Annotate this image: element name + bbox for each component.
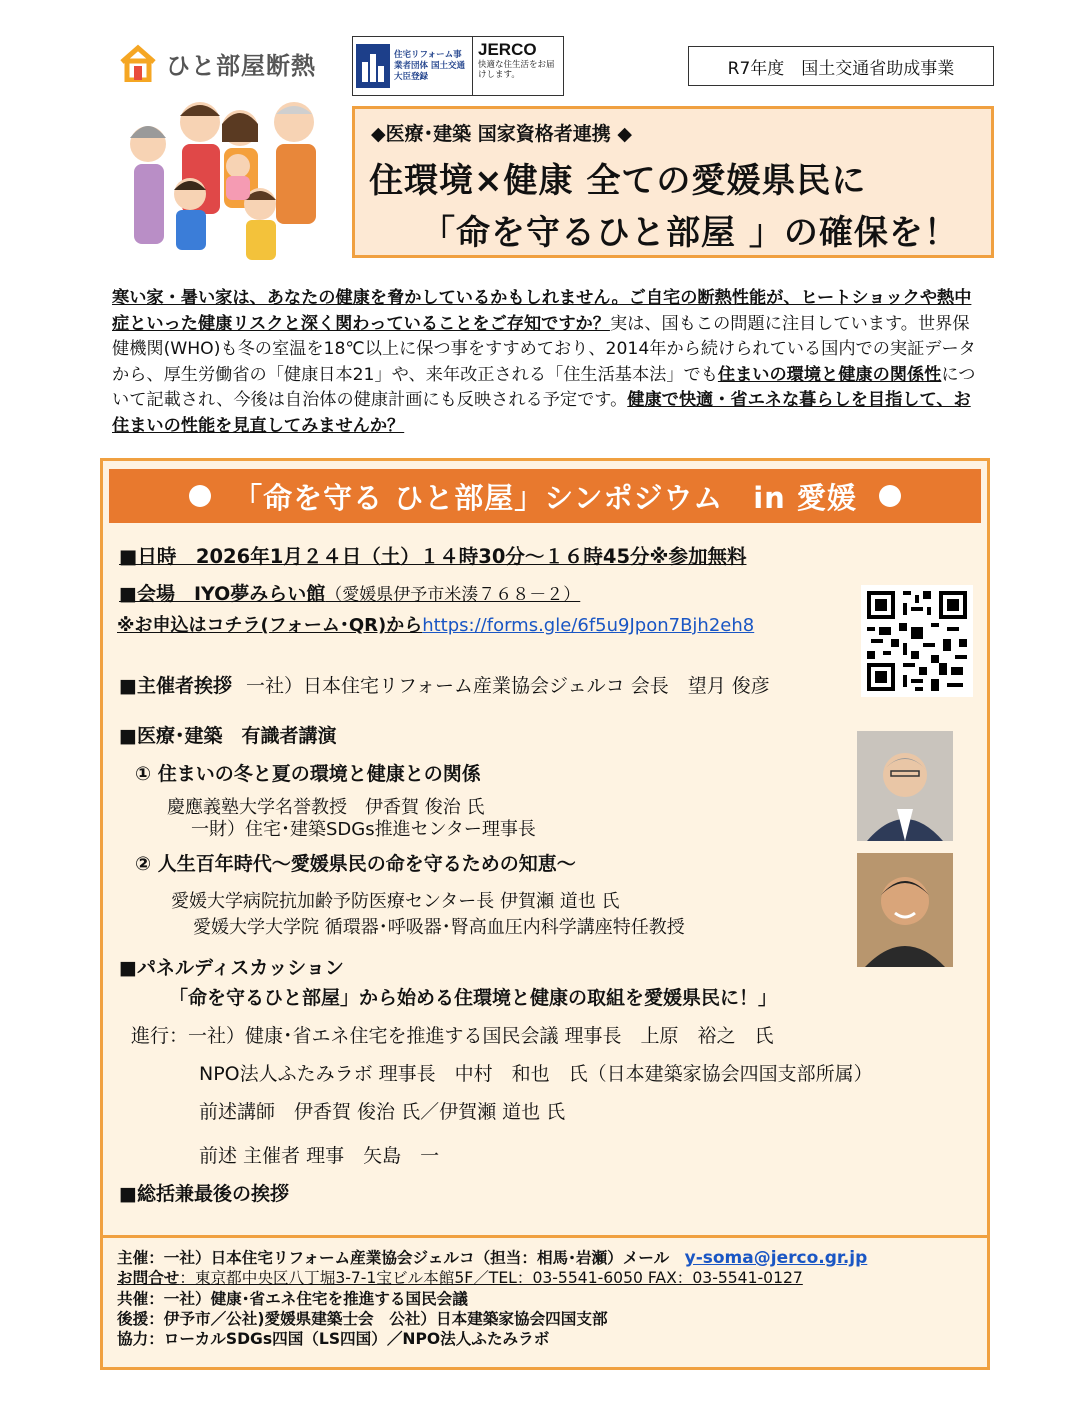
intro-text-2: について記載され、今後は自治体の健康計画にも反映される予定です。 xyxy=(112,364,976,410)
house-logo-icon xyxy=(118,44,158,82)
headline-box xyxy=(352,106,994,258)
greeting-label: ■主催者挨拶 xyxy=(119,675,232,697)
panel-label: ■パネルディスカッション xyxy=(119,957,344,979)
apply-link[interactable]: https://forms.gle/6f5u9Jpon7Bjh2eh8 xyxy=(422,615,755,636)
organizer-line xyxy=(117,1248,973,1268)
jerco-logo xyxy=(352,36,564,96)
contact-label: お問合せ xyxy=(117,1269,180,1288)
brand-tagline: 快適な住生活をお届けします。 xyxy=(478,60,555,80)
footer-info xyxy=(100,1238,990,1370)
lecture2-speaker: 愛媛大学病院抗加齢予防医療センター長 伊賀瀬 道也 氏 xyxy=(171,891,620,912)
lecture1-affiliation: 一財）住宅･建築SDGs推進センター理事長 xyxy=(191,819,536,840)
intro-text-1: 実は、国もこの問題に注目しています。世界保健機関(WHO)も冬の室温を18℃以上に保つ事をすすめており、2014年から続けられている国内での実証データから、厚生労働省の「健康日本21」や、来年改正される「住生活基本法」でも xyxy=(112,313,976,385)
headline-title-2: 「命を守るひと部屋 」の確保を！ xyxy=(421,213,959,253)
contact-email[interactable]: y-soma@jerco.gr.jp xyxy=(684,1248,868,1268)
circle-right-icon xyxy=(879,485,901,507)
symposium-banner xyxy=(109,469,981,523)
speaker1-photo xyxy=(857,731,953,841)
panel-member-1: NPO法人ふたみラボ 理事長 中村 和也 氏（日本建築家協会四国支部所属） xyxy=(199,1063,873,1085)
circle-left-icon xyxy=(189,485,211,507)
panel-member-2: 前述講師 伊香賀 俊治 氏／伊賀瀬 道也 氏 xyxy=(199,1101,566,1123)
lecture2-title: ② 人生百年時代～愛媛県民の命を守るための知恵～ xyxy=(135,853,576,875)
lecture1-speaker: 慶應義塾大学名誉教授 伊香賀 俊治 氏 xyxy=(167,797,485,818)
lecture1-title: ① 住まいの冬と夏の環境と健康との関係 xyxy=(135,763,481,785)
intro-bold-2: 住まいの環境と健康の関係性 xyxy=(717,364,942,385)
building-icon xyxy=(356,44,390,88)
lecture-label: ■医療･建築 有識者講演 xyxy=(119,725,337,747)
contact-text: ：東京都中央区八丁堀3-7-1宝ビル本館5F／TEL：03-5541-6050 FAX：03-5541-0127 xyxy=(179,1269,803,1288)
badge-text: 住宅リフォーム事業者団体 国土交通大臣登録 xyxy=(394,49,465,82)
symposium-title: 「命を守る ひと部屋」シンポジウム in 愛媛 xyxy=(233,480,857,515)
event-venue xyxy=(119,579,580,606)
registration-badge xyxy=(353,37,473,95)
panel-moderator: 進行：一社）健康･省エネ住宅を推進する国民会議 理事長 上原 裕之 氏 xyxy=(131,1025,774,1047)
closing-label: ■総括兼最後の挨拶 xyxy=(119,1183,289,1205)
greeting-text: 一社）日本住宅リフォーム産業協会ジェルコ 会長 望月 俊彦 xyxy=(246,675,770,697)
hitobeya-logo xyxy=(118,44,316,82)
intro-bold-3: 健康で快適・省エネな暮らしを目指して、お住まいの性能を見直してみませんか？ xyxy=(112,390,971,436)
logo1-text: ひと部屋断熱 xyxy=(166,51,316,80)
brand-name: JERCO xyxy=(478,40,537,59)
lecture2-affiliation: 愛媛大学大学院 循環器･呼吸器･腎高血圧内科学講座特任教授 xyxy=(193,917,685,938)
family-illustration xyxy=(120,94,338,274)
venue-address: （愛媛県伊予市米湊７６８－２） xyxy=(325,585,581,605)
qr-code[interactable] xyxy=(861,585,973,697)
headline-tag: ◆医療･建築 国家資格者連携 ◆ xyxy=(371,123,632,145)
contact-line xyxy=(117,1268,973,1288)
symposium-box xyxy=(100,458,990,1238)
headline-title-1: 住環境×健康 全ての愛媛県民に xyxy=(369,161,867,201)
event-date: ■日時 2026年1月２４日（土）１４時30分～１６時45分※参加無料 xyxy=(119,545,747,568)
panel-member-3: 前述 主催者 理事 矢島 一 xyxy=(199,1145,440,1167)
speaker2-photo xyxy=(857,853,953,967)
subsidy-label: R7年度 国土交通省助成事業 xyxy=(688,46,994,86)
venue-label: ■会場 IYO夢みらい館 xyxy=(119,583,326,605)
apply-label: ※お申込はコチラ(フォーム･QR)から xyxy=(117,615,423,636)
intro-bold-1: 寒い家・暑い家は、あなたの健康を脅かしているかもしれません。ご自宅の断熱性能が、ヒートショックや熱中症といった健康リスクと深く関わっていることをご存知ですか？ xyxy=(112,288,972,334)
cosponsor-line: 共催：一社）健康･省エネ住宅を推進する国民会議 xyxy=(117,1289,468,1308)
greeting-line xyxy=(119,671,770,698)
panel-title: 「命を守るひと部屋」から始める住環境と健康の取組を愛媛県民に！」 xyxy=(169,987,778,1009)
organizer-text: 主催：一社）日本住宅リフォーム産業協会ジェルコ（担当：相馬･岩瀬）メール xyxy=(117,1249,670,1267)
cooperation-line: 協力：ローカルSDGs四国（LS四国）／NPO法人ふたみラボ xyxy=(117,1330,550,1349)
support-line: 後援：伊予市／公社)愛媛県建築士会 公社）日本建築家協会四国支部 xyxy=(117,1309,608,1328)
intro-paragraph xyxy=(112,286,982,439)
apply-line xyxy=(117,611,754,637)
